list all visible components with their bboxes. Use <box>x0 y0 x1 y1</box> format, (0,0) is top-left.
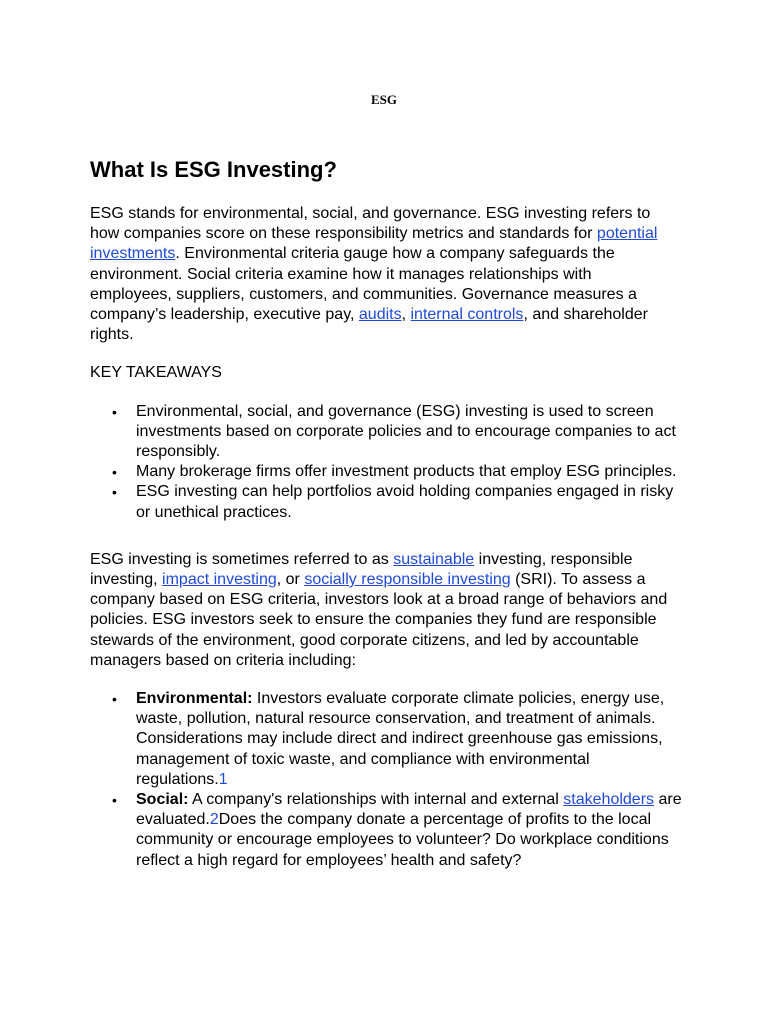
document-header: ESG <box>370 92 397 107</box>
link-stakeholders[interactable]: stakeholders <box>563 791 655 809</box>
social-label: Social: <box>136 791 189 809</box>
article-body <box>90 156 690 871</box>
link-impact-investing[interactable]: impact investing <box>162 571 277 589</box>
social-text-2: are evaluated. <box>136 791 682 829</box>
list-item: • Many brokerage firms offer investment products that employ ESG principles. <box>90 462 680 482</box>
environmental-label: Environmental: <box>136 690 253 708</box>
footnote-2-link[interactable]: 2 <box>209 811 219 829</box>
link-audits[interactable]: audits <box>358 306 402 324</box>
criteria-social <box>90 790 682 871</box>
environmental-text: Investors evaluate corporate climate policies, energy use, waste, pollution, natural resource conservation, and treatment of animals. Considerations may include direct and indirect greenhouse gas emissions, management of toxic waste, and compliance with environmental regulations. <box>136 690 665 788</box>
link-internal-controls[interactable]: internal controls <box>410 306 524 324</box>
para2-text-4: (SRI). To assess a company based on ESG criteria, investors look at a broad range of behaviors and policies. ESG investors seek to ensure the companies they fund are responsible stewards of the environment, good corporate citizens, and led by accountable managers based on criteria including: <box>90 571 668 669</box>
sri-paragraph <box>90 550 675 671</box>
para2-text-1: ESG investing is sometimes referred to as <box>90 550 394 568</box>
key-takeaways-heading: KEY TAKEAWAYS <box>90 364 222 382</box>
intro-paragraph <box>90 204 675 345</box>
link-potential-investments[interactable]: potential investments <box>90 225 658 263</box>
intro-text-1: ESG stands for environmental, social, and governance. ESG investing refers to how companies score on these responsibility metrics and standards for <box>90 205 651 243</box>
intro-text-2: . Environmental criteria gauge how a company safeguards the environment. Social criteria examine how it manages relationships with employees, suppliers, customers, and communities. Governance measures a company’s leadership, executive pay, <box>90 245 637 324</box>
list-item: • ESG investing can help portfolios avoid holding companies engaged in risky or unethical practices. <box>90 482 680 522</box>
footnote-1-link[interactable]: 1 <box>218 770 228 788</box>
criteria-environmental <box>90 689 682 790</box>
intro-text-3: , <box>401 306 411 324</box>
takeaways-list <box>90 402 680 523</box>
link-socially-responsible-investing[interactable]: socially responsible investing <box>304 571 511 589</box>
social-text-1: A company's relationships with internal and external <box>188 791 564 809</box>
intro-text-4: , and shareholder rights. <box>90 306 648 344</box>
page-title: What Is ESG Investing? <box>90 157 337 182</box>
para2-text-3: , or <box>276 571 305 589</box>
para2-text-2: investing, responsible investing, <box>90 550 633 589</box>
list-item: • Environmental, social, and governance (ESG) investing is used to screen investments based on corporate policies and to encourage companies to act responsibly. <box>90 402 680 463</box>
link-sustainable[interactable]: sustainable <box>393 550 475 568</box>
criteria-list <box>90 689 682 871</box>
social-text-3: Does the company donate a percentage of profits to the local community or encourage employees to volunteer? Do workplace conditions reflect a high regard for employees’ health and safety? <box>136 811 669 869</box>
